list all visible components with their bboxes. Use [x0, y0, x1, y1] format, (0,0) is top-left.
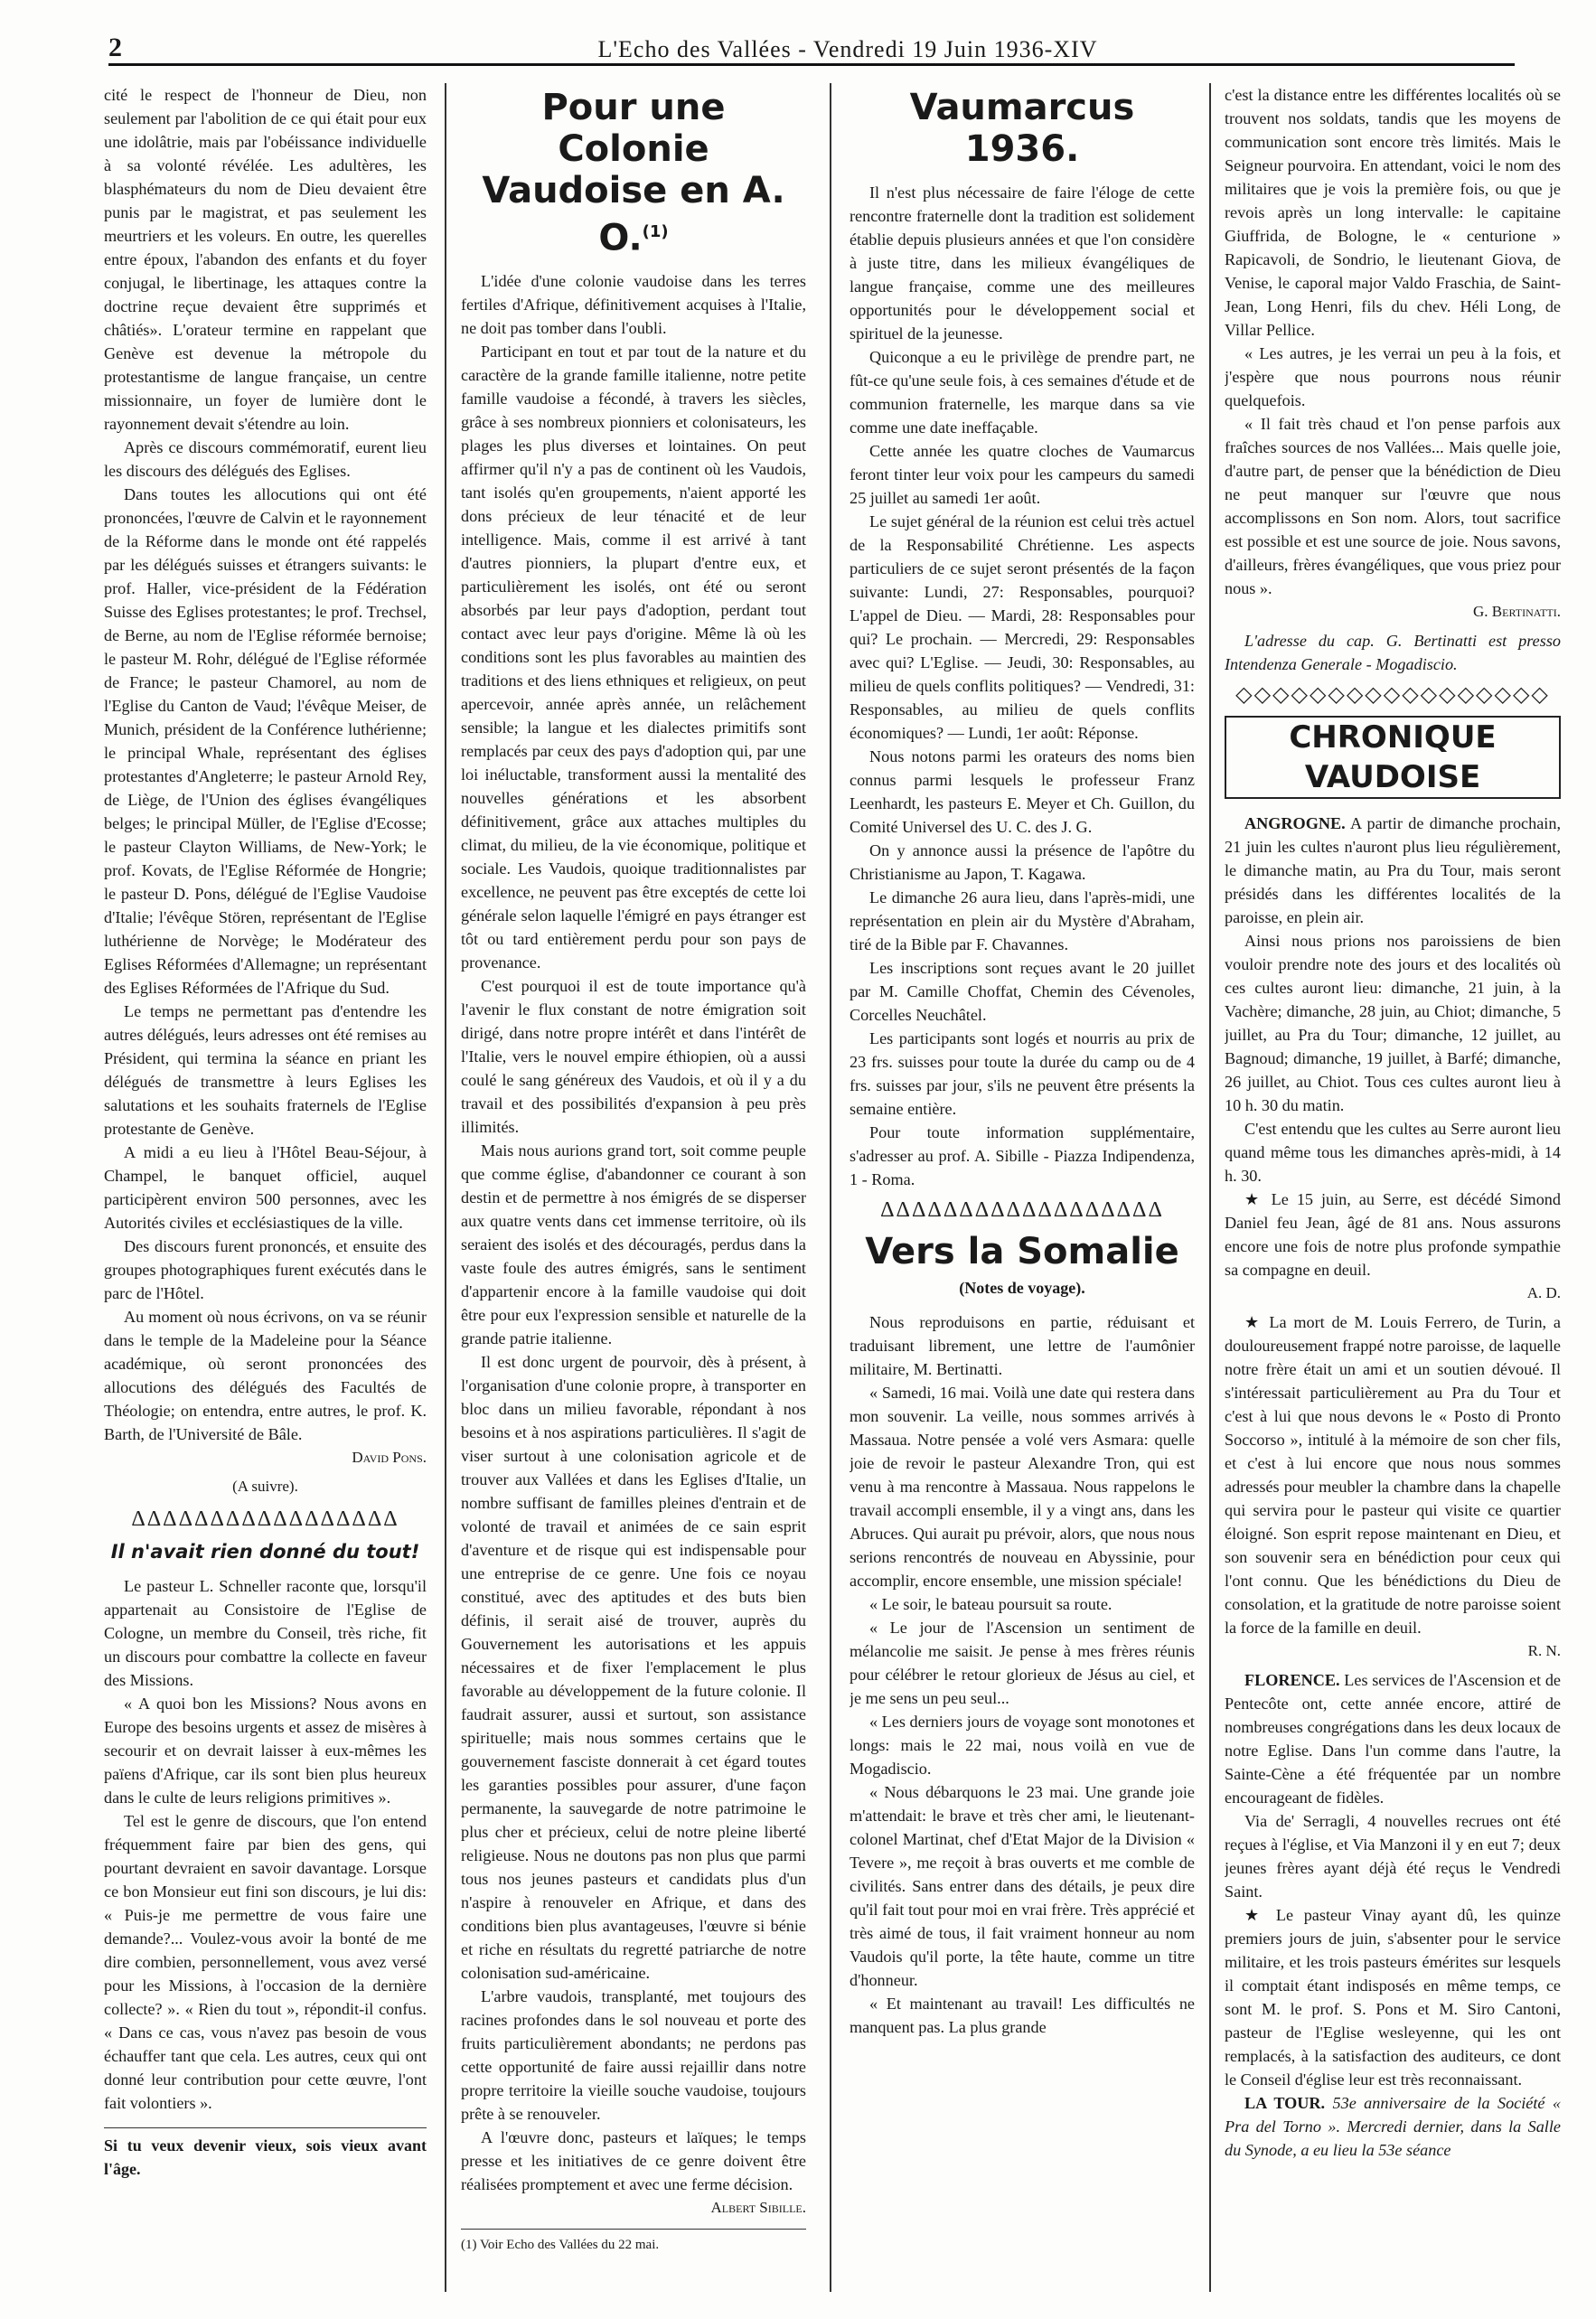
paragraph: C'est pourquoi il est de toute importance qu'à l'avenir le flux constant de notre émigration soit dirigé, dans notre propre intérêt et dans l'intérêt de l'Italie, vers le nouvel empire éthiopien, où a aussi coulé le sang généreux des Vaudois, et où il y a du travail et des possibilités d'expansion à peu près illimités. — [461, 977, 806, 1137]
paragraph: Nous notons parmi les orateurs des noms bien connus parmi lesquels le professeur Franz Leenhardt, les pasteurs E. Meyer et Ch. Guillon, du Comité Universel des U. C. des J. G. — [850, 747, 1195, 836]
masthead: L'Echo des Vallées - Vendredi 19 Juin 1936-XIV — [597, 36, 1098, 62]
signature: G. Bertinatti. — [1473, 603, 1561, 620]
paragraph: Il n'est plus nécessaire de faire l'éloge de cette rencontre fraternelle dont la tradition est solidement établie depuis plusieurs années et que l'on considère à juste titre, dans les milieux évangéliques de langue française, comme une des meilleures opportunités pour le développement social et spirituel de la jeunesse. — [850, 183, 1195, 343]
paragraph: Tel est le genre de discours, que l'on entend fréquemment faire par bien des gens, qui pourtant devraient en savoir davantage. Lorsque ce bon Monsieur eut fini son discours, je lui dis: « Puis-je me permettre de vous faire une demande?... Voulez-vous avoir la bonté de me dire combien, personnellement, vous avez versé pour les Missions, à l'occasion de la dernière collecte? ». « Rien du tout », répondit-il confus. « Dans ce cas, vous n'avez pas besoin de vous échauffer tant que cela. Les autres, ceux qui ont donné leur contribution pour cette œuvre, l'ont fait volontiers ». — [104, 1812, 427, 2112]
paragraph: A midi a eu lieu à l'Hôtel Beau-Séjour, à Champel, le banquet officiel, auquel participèrent environ 500 personnes, avec les Autorités civiles et ecclésiastiques de la ville. — [104, 1143, 427, 1232]
paragraph: « Nous débarquons le 23 mai. Une grande joie m'attendait: le brave et très cher ami, le lieutenant-colonel Martinat, chef d'Etat Major de la Division « Tevere », me reçoit à bras ouverts et me comble de civilités. Sans entrer dans des détails, je peux dire qu'il fait tout pour moi en vrai frère. Très apprécié et très aimé de tous, il fait vraiment honneur au nom Vaudois qu'il porte, la tête haute, comme un titre d'honneur. — [850, 1783, 1195, 1989]
paragraph: Nous reproduisons en partie, réduisant et traduisant librement, une lettre de l'aumônier militaire, M. Bertinatti. — [850, 1313, 1195, 1378]
article-title: Il n'avait rien donné du tout! — [110, 1541, 420, 1563]
paragraph: c'est la distance entre les différentes localités où se trouvent nos soldats, tandis que les moyens de communication sont encore très limités. Mais le Seigneur pourvoira. En attendant, voici le nom des militaires que je vois la première fois, ou que je revois après un long intervalle: le capitaine Giuffrida, de Bologne, le « centurione » Rapicavoli, de Sondrio, le lieutenant Giova, de Venise, le caporal major Valdo Fraschia, de Saint-Jean, Long Henri, fils du chev. Héli Long, de Villar Pellice. — [1225, 86, 1561, 339]
title-text: Pour une Colonie Vaudoise en A. O. — [482, 87, 785, 259]
paragraph: Quiconque a eu le privilège de prendre part, ne fût-ce qu'une seule fois, à ces semaines d'étude et de communion fraternelle, les marque dans sa vie comme une date ineffaçable. — [850, 348, 1195, 437]
chronicle-entry — [1225, 1668, 1561, 1809]
paragraph: Le sujet général de la réunion est celui très actuel de la Responsabilité Chrétienne. Les aspects particuliers de ce sujet seront présentés de la façon suivante: Lundi, 27: Responsables, pourquoi? L'appel de Dieu. — Mardi, 28: Responsables pour qui? Le prochain. — Mercredi, 29: Responsables avec qui? L'Eglise. — Jeudi, 30: Responsables, au milieu de quels conflits politiques? — Vendredi, 31: Responsables, au milieu de quels conflits économiques? — Lundi, 1er août: Réponse. — [850, 512, 1195, 742]
page-header — [108, 27, 1515, 66]
paragraph: Pour toute information supplémentaire, s'adresser au prof. A. Sibille - Piazza Indipendenza, 1 - Roma. — [850, 1123, 1195, 1188]
paragraph: ★ Le pasteur Vinay ayant dû, les quinze premiers jours de juin, s'absenter pour le service militaire, et les trois pasteurs émérites sur lesquels il comptait étant indisposés en même temps, ce sont M. le prof. S. Pons et M. Siro Cantoni, pasteur de l'Eglise wesleyenne, qui les ont remplacés, à la satisfaction des auditeurs, ce dont le Conseil d'église leur est très reconnaissant. — [1225, 1906, 1561, 2089]
paragraph: A l'œuvre donc, pasteurs et laïques; le temps presse et les initiatives de ce genre doivent être réalisées promptement et avec une ferme décision. — [461, 2128, 806, 2194]
paragraph: « Le jour de l'Ascension un sentiment de mélancolie me saisit. Je pense à mes frères réunis pour célébrer le retour glorieux de Jésus au ciel, et je me sens un peu seul... — [850, 1619, 1195, 1707]
footnote: (1) Voir Echo des Vallées du 22 mai. — [461, 2229, 806, 2257]
page-number: 2 — [108, 33, 122, 62]
paragraph: « Samedi, 16 mai. Voilà une date qui restera dans mon souvenir. La veille, nous sommes arrivés à Massaua. Notre pensée a volé vers Asmara: quelle joie de revoir le pasteur Alexandre Tron, qui est venu à ma rencontre à Massaua. Nous rappelons le travail accompli ensemble, il y a vingt ans, dans les Abruces. Qui aurait pu prévoir, alors, que nous nous serions rencontrés de nouveau en Abyssinie, pour accomplir, encore ensemble, une mission spéciale! — [850, 1384, 1195, 1590]
paragraph: Le dimanche 26 aura lieu, dans l'après-midi, une représentation en plein air du Mystère d'Abraham, tiré de la Bible par F. Chavannes. — [850, 888, 1195, 953]
bottom-note: Si tu veux devenir vieux, sois vieux avant l'âge. — [104, 2127, 427, 2181]
article-title — [461, 87, 806, 258]
section-title: CHRONIQUE VAUDOISE — [1225, 716, 1561, 799]
column-rule — [830, 83, 831, 2292]
paragraph: Via de' Serragli, 4 nouvelles recrues ont été reçues à l'église, et Via Manzoni il y en eut 7; deux jeunes frères ayant déjà été reçus le Vendredi Saint. — [1225, 1812, 1561, 1901]
paragraph: cité le respect de l'honneur de Dieu, non seulement par l'abolition de ce qui était pour eux une idolâtrie, mais par l'obéissance individuelle à sa volonté révélée. Les adultères, les blasphémateurs du nom de Dieu devaient être punis par le magistrat, et pas seulement les meurtriers et les voleurs. En outre, les querelles entre époux, l'abandon des enfants et du foyer conjugal, le libertinage, les attaques contre la doctrine reçue devaient être supprimés et châtiés». L'orateur termine en rappelant que Genève est devenue la métropole du protestantisme de langue française, un centre missionnaire, un foyer de lumière dont le rayonnement devait s'étendre au loin. — [104, 86, 427, 433]
paragraph: Mais nous aurions grand tort, soit comme peuple que comme église, d'abandonner ce courant à son destin et de permettre à nos émigrés de se disperser aux quatre vents dans cet immense territoire, où ils seraient des isolés et des découragés, perdus dans la vaste foule des autres émigrés, sans le sentiment d'appartenir encore à la famille vaudoise qui doit être pour eux l'expression sensible et naturelle de la grande patrie italienne. — [461, 1141, 806, 1348]
paragraph: Au moment où nous écrivons, on va se réunir dans le temple de la Madeleine pour la Séance académique, où seront prononcées des allocutions des délégués des Facultés de Théologie; on entendra, entre autres, le prof. K. Barth, de l'Université de Bâle. — [104, 1308, 427, 1443]
paragraph: Dans toutes les allocutions qui ont été prononcées, l'œuvre de Calvin et le rayonnement de la Réforme dans le monde ont été rappelés par les délégués suisses et étrangers suivants: le prof. Haller, vice-président de la Fédération Suisse des Eglises protestantes; le prof. Trechsel, de Berne, au nom de l'Eglise réformée bernoise; le pasteur M. Rohr, délégué de l'Eglise réformée de France; le pasteur Chamorel, au nom de l'Eglise du Canton de Vaud; l'évêque Meiser, de Munich, président de la Conférence luthérienne; le principal Whale, représentant des églises protestantes d'Angleterre; le pasteur Arnold Rey, de Liège, de l'Union des églises évangéliques belges; le principal Müller, de l'Eglise d'Ecosse; le pasteur Clayton Williams, de New-York; le prof. Kovats, de l'Eglise Réformée de Hongrie; le pasteur D. Pons, délégué de l'Eglise Vaudoise d'Italie; l'évêque Stören, représentant de l'Eglise luthérienne de Norvège; le Modérateur des Eglises Réformées d'Allemagne; un représentant des Eglises Réformées de l'Afrique du Sud. — [104, 485, 427, 997]
column-rule — [1209, 83, 1211, 2292]
article-subtitle: (Notes de voyage). — [959, 1279, 1085, 1297]
paragraph: Le temps ne permettant pas d'entendre les autres délégués, leurs adresses ont été remises au Président, qui termina la séance en priant les délégués de transmettre à leurs Eglises les salutations et les souhaits fraternels de l'Eglise protestante de Genève. — [104, 1002, 427, 1138]
place-name: FLORENCE. — [1244, 1671, 1340, 1689]
paragraph: Les inscriptions sont reçues avant le 20 juillet par M. Camille Choffat, Chemin des Cévenoles, Corcelles Neuchâtel. — [850, 959, 1195, 1024]
paragraph: « Le soir, le bateau poursuit sa route. — [869, 1595, 1113, 1613]
column-4 — [1225, 83, 1561, 2301]
chronicle-entry — [1225, 812, 1561, 929]
ornament-divider: ΔΔΔΔΔΔΔΔΔΔΔΔΔΔΔΔΔΔ — [880, 1198, 1164, 1222]
paragraph: L'arbre vaudois, transplanté, met toujours des racines profondes dans le sol nouveau et porte des fruits particulièrement abondants; ne perdons pas cette opportunité de faire aussi rejaillir dans notre propre territoire la vieille souche vaudoise, toujours prête à se renouveler. — [461, 1987, 806, 2124]
chronicle-entry — [1225, 2091, 1561, 2162]
paragraph: Le pasteur L. Schneller raconte que, lorsqu'il appartenait au Consistoire de l'Eglise de Cologne, un membre du Conseil, très riche, fit un discours pour combattre la collecte en faveur des Missions. — [104, 1577, 427, 1689]
column-1 — [104, 83, 427, 2301]
paragraph: Ainsi nous prions nos paroissiens de bien vouloir prendre note des jours et des localités où ces cultes auront lieu: dimanche, 21 juin, à la Vachère; dimanche, 28 juin, au Chiot; dimanche, 5 juillet, au Pra du Tour; dimanche, 12 juillet, au Bagnoud; dimanche, 19 juillet, à Barfé; dimanche, 26 juillet, au Chiot. Tous ces cultes auront lieu à 10 h. 30 du matin. — [1225, 932, 1561, 1114]
paragraph: ★ La mort de M. Louis Ferrero, de Turin, a douloureusement frappé notre paroisse, de laquelle notre frère était un ami et un soutien dévoué. Il s'intéressait particulièrement au Pra du Tour et c'est à lui que nous devons le « Posto di Pronto Soccorso », intitulé à la mémoire de son cher fils, et c'est à lui encore que nous nous sommes adressés pour meubler la chambre dans la chapelle qui servira pour le pasteur qui visite ce quartier éloigné. Son esprit repose maintenant en Dieu, et son souvenir sera en bénédiction pour ceux qui l'ont connu. Que les bénédictions du Dieu de consolation, et la gratitude de notre paroisse soient la force de la famille en deuil. — [1225, 1313, 1561, 1637]
column-3 — [850, 83, 1195, 2301]
article-title: Vers la Somalie — [865, 1231, 1179, 1272]
paragraph: Après ce discours commémoratif, eurent lieu les discours des délégués des Eglises. — [104, 438, 427, 480]
paragraph: Des discours furent prononcés, et ensuite des groupes photographiques furent exécutés dans le parc de l'Hôtel. — [104, 1237, 427, 1302]
paragraph: L'idée d'une colonie vaudoise dans les terres fertiles d'Afrique, définitivement acquises à l'Italie, ne doit pas tomber dans l'oubli. — [461, 272, 806, 338]
paragraph: C'est entendu que les cultes au Serre auront lieu quand même tous les dimanches après-midi, à 14 h. 30. — [1225, 1120, 1561, 1185]
column-rule — [445, 83, 446, 2292]
column-2 — [461, 83, 806, 2301]
to-be-continued: (A suivre). — [232, 1478, 298, 1495]
signature: R. N. — [1527, 1642, 1561, 1659]
paragraph: Les participants sont logés et nourris au prix de 23 frs. suisses pour toute la durée du camp ou de 4 frs. suisses par jour, s'ils ne peuvent être présents la semaine entière. — [850, 1029, 1195, 1118]
entry-text: Les services de l'Ascension et de Pentecôte ont, cette année encore, attiré de nombreuses congrégations dans les deux locaux de notre Eglise. Dans l'un comme dans l'autre, la Sainte-Cène a été fréquentée par un nombre encourageant de fidèles. — [1225, 1671, 1561, 1807]
signature: David Pons. — [352, 1449, 427, 1466]
paragraph: « Les derniers jours de voyage sont monotones et longs: mais le 22 mai, nous voilà en vue de Mogadiscio. — [850, 1713, 1195, 1778]
entry-text: 53e anniversaire de la Société « Pra del Torno ». Mercredi dernier, dans la Salle du Synode, a eu lieu la 53e séance — [1225, 2094, 1561, 2159]
paragraph: « Les autres, je les verrai un peu à la fois, et j'espère que nous pourrons nous réunir quelquefois. — [1225, 344, 1561, 409]
ornament-divider: ◇◇◇◇◇◇◇◇◇◇◇◇◇◇◇◇◇ — [1235, 683, 1550, 707]
place-name: LA TOUR. — [1244, 2094, 1326, 2112]
address-note: L'adresse du cap. G. Bertinatti est presso Intendenza Generale - Mogadiscio. — [1225, 632, 1561, 673]
paragraph: ★ Le 15 juin, au Serre, est décédé Simond Daniel feu Jean, âgé de 81 ans. Nous assurons encore une fois de notre plus profonde sympathie sa compagne en deuil. — [1225, 1190, 1561, 1279]
title-footnote-mark: (1) — [642, 222, 669, 241]
paragraph: Participant en tout et par tout de la nature et du caractère de la grande famille italienne, notre petite famille vaudoise a fécondé, à travers les siècles, grâce à ses nombreux pionniers et colonisateurs, les plages les plus diverses et lointaines. On peut affirmer qu'il n'y a pas de continent où les Vaudois, tant isolés qu'en groupements, n'aient apporté les dons précieux de leur ténacité et de leur intelligence. Mais, comme il est arrivé à tant d'autres pionniers, la plupart d'entre eux, et particulièrement les isolés, ont été ou seront absorbés par leur pays d'adoption, perdant tout contact avec leur pays d'origine. Même là où les conditions sont les plus favorables au maintien des traditions et des liens ethniques et religieux, on peut apercevoir, année après année, un relâchement sensible; la langue et les dialectes primitifs sont remplacés par ceux des pays d'adoption qui, par une loi inéluctable, transforment aussi la mentalité des nouvelles générations et les absorbent définitivement, grâce aux attaches multiples du climat, du milieu, de la vie économique, politique et sociale. Les Vaudois, quoique traditionnalistes par excellence, ne peuvent pas être exceptés de cette loi générale selon laquelle l'émigré en pays étranger est tôt ou tard entièrement perdu pour son pays de provenance. — [461, 343, 806, 972]
ornament-divider: ΔΔΔΔΔΔΔΔΔΔΔΔΔΔΔΔΔ — [131, 1507, 399, 1531]
article-title: Vaumarcus 1936. — [909, 87, 1135, 170]
paragraph: « A quoi bon les Missions? Nous avons en Europe des besoins urgents et assez de misères à secourir et on devrait laisser à eux-mêmes les païens d'Afrique, car ils sont bien plus heureux dans le culte de leurs religions primitives ». — [104, 1695, 427, 1807]
place-name: ANGROGNE. — [1244, 814, 1346, 832]
paragraph: « Il fait très chaud et l'on pense parfois aux fraîches sources de nos Vallées... Mais quelle joie, d'autre part, de penser que la bénédiction de Dieu ne peut manquer sur l'œuvre que nous accomplissons en Son nom. Alors, tout sacrifice est possible et est une source de joie. Nous savons, d'ailleurs, frères évangéliques, que vous priez pour nous ». — [1225, 415, 1561, 597]
entry-text: A partir de dimanche prochain, 21 juin les cultes n'auront plus lieu régulièrement, le dimanche matin, au Pra du Tour, mais seront présidés dans les différentes localités de la paroisse, en plein air. — [1225, 814, 1561, 926]
paragraph: « Et maintenant au travail! Les difficultés ne manquent pas. La plus grande — [850, 1995, 1195, 2036]
paragraph: Il est donc urgent de pourvoir, dès à présent, à l'organisation d'une colonie propre, à transporter en bloc dans un milieu favorable, répondant à nos besoins et à nos aspirations particulières. Il s'agit de viser surtout à une colonisation agricole et de trouver aux Vallées et dans les Eglises d'Italie, un nombre suffisant de familles pleines d'entrain et de volonté de travail et animées de ce sain esprit d'aventure et de risque qui est indispensable pour une entreprise de ce genre. Une fois ce noyau constitué, avec des aptitudes et des buts bien définis, il serait aisé de trouver, auprès du Gouvernement les autorisations et les appuis nécessaires et de fixer l'emplacement le plus favorable au développement de la future colonie. Il faudrait assurer, aussi et surtout, son assistance spirituelle; mais nous sommes certains que le gouvernement fasciste donnerait à cet égard toutes les garanties possibles pour assurer, d'une façon permanente, la sauvegarde de notre patrimoine le plus cher et précieux, celui de notre pleine liberté religieuse. Nous ne doutons pas non plus que parmi tous nos jeunes pasteurs et candidats plus d'un n'aspire à renouveler en Afrique, et dans des conditions bien plus avantageuses, l'œuvre si bénie et riche en résultats du regretté patriarche de notre colonisation sud-américaine. — [461, 1353, 806, 1983]
paragraph: On y annonce aussi la présence de l'apôtre du Christianisme au Japon, T. Kagawa. — [850, 841, 1195, 883]
paragraph: Cette année les quatre cloches de Vaumarcus feront tinter leur voix pour les campeurs du samedi 25 juillet au samedi 1er août. — [850, 442, 1195, 507]
signature: A. D. — [1526, 1284, 1561, 1301]
signature: Albert Sibille. — [710, 2199, 806, 2217]
